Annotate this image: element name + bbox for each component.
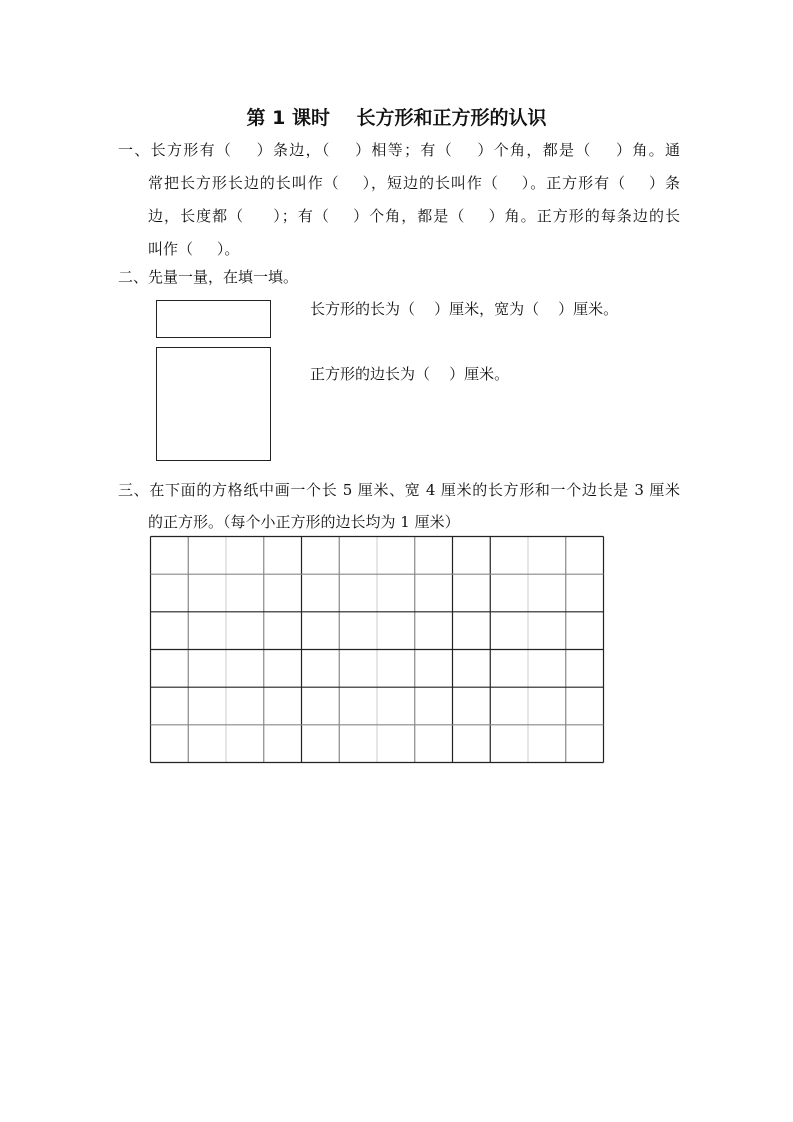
page-title: 第 1 课时 长方形和正方形的认识 xyxy=(246,107,547,129)
q1-line-2: 常把长方形长边的长叫作（ ），短边的长叫作（ ）。正方形有（ ）条 xyxy=(148,174,680,192)
rectangle-question: 长方形的长为（ ）厘米，宽为（ ）厘米。 xyxy=(310,300,619,318)
q3-line-2: 的正方形。（每个小正方形的边长均为 1 厘米） xyxy=(148,513,460,531)
q1-line-1: 一、长方形有（ ）条边，（ ）相等；有（ ）个角，都是（ ）角。通 xyxy=(118,141,680,159)
square-question: 正方形的边长为（ ）厘米。 xyxy=(310,365,510,383)
q1-line-4: 叫作（ ）。 xyxy=(148,240,240,258)
q1-line-3: 边，长度都（ ）；有（ ）个角，都是（ ）角。正方形的每条边的长 xyxy=(148,207,680,225)
q3-line-1: 三、在下面的方格纸中画一个长 5 厘米、宽 4 厘米的长方形和一个边长是 3 厘米 xyxy=(118,481,680,499)
q2-heading: 二、先量一量，在填一填。 xyxy=(118,268,299,286)
